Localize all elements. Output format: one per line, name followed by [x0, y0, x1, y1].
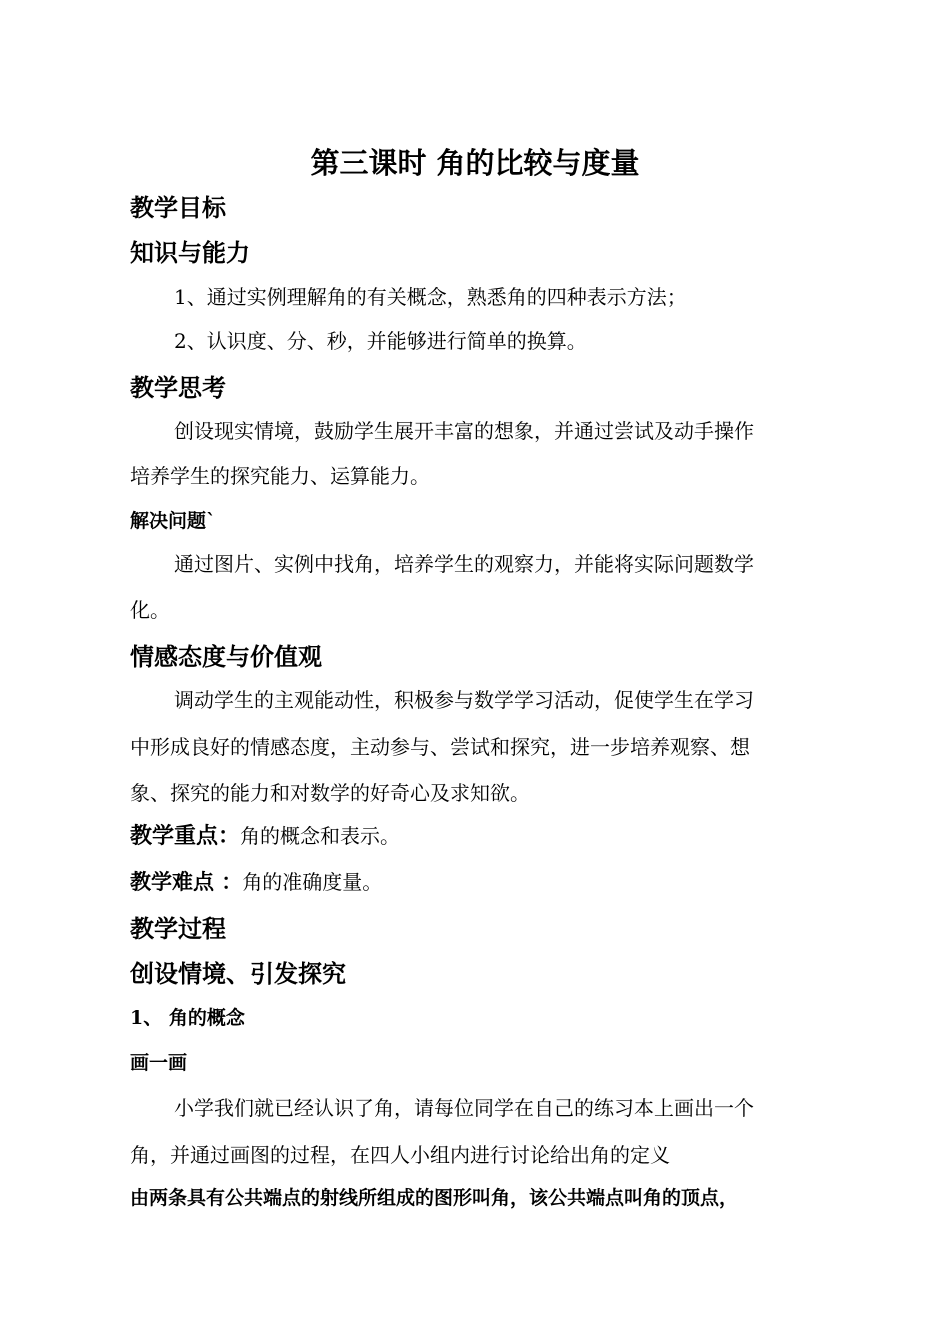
- difficulty-row: [130, 866, 382, 896]
- problem-line-1: 通过图片、实例中找角，培养学生的观察力，并能将实际问题数学: [174, 552, 754, 576]
- angle-definition: 由两条具有公共端点的射线所组成的图形叫角，该公共端点叫角的顶点，: [130, 1187, 739, 1209]
- thinking-line-2: 培养学生的探究能力、运算能力。: [130, 464, 430, 488]
- emotion-line-1: 调动学生的主观能动性，积极参与数学学习活动，促使学生在学习: [174, 688, 754, 712]
- heading-problem-solving: 解决问题`: [130, 510, 216, 532]
- difficulty-label: 教学难点 ：: [130, 869, 243, 894]
- knowledge-item-1: 1、通过实例理解角的有关概念，熟悉角的四种表示方法；: [174, 285, 687, 309]
- heading-thinking: 教学思考: [130, 373, 226, 402]
- page-title: 第三课时 角的比较与度量: [310, 146, 640, 180]
- heading-scene: 创设情境、引发探究: [130, 959, 346, 988]
- problem-line-2: 化。: [130, 598, 170, 622]
- key-point-label: 教学重点：: [130, 823, 241, 849]
- draw-line-2: 角，并通过画图的过程，在四人小组内进行讨论给出角的定义: [130, 1143, 670, 1167]
- key-point-row: [130, 819, 400, 850]
- heading-emotion-values: 情感态度与价值观: [130, 642, 322, 671]
- thinking-line-1: 创设现实情境，鼓励学生展开丰富的想象，并通过尝试及动手操作: [174, 419, 754, 443]
- key-point-text: 角的概念和表示。: [240, 824, 401, 848]
- heading-objectives: 教学目标: [130, 193, 226, 222]
- emotion-line-3: 象、探究的能力和对数学的好奇心及求知欲。: [130, 781, 530, 805]
- heading-draw: 画一画: [130, 1052, 188, 1074]
- emotion-line-2: 中形成良好的情感态度，主动参与、尝试和探究，进一步培养观察、想: [130, 735, 750, 759]
- draw-line-1: 小学我们就已经认识了角，请每位同学在自己的练习本上画出一个: [174, 1096, 754, 1120]
- heading-process: 教学过程: [130, 914, 226, 943]
- difficulty-text: 角的准确度量。: [242, 870, 383, 894]
- knowledge-item-2: 2、认识度、分、秒，并能够进行简单的换算。: [174, 329, 587, 353]
- heading-angle-concept: 1、 角的概念: [130, 1007, 245, 1029]
- heading-knowledge-ability: 知识与能力: [130, 238, 250, 267]
